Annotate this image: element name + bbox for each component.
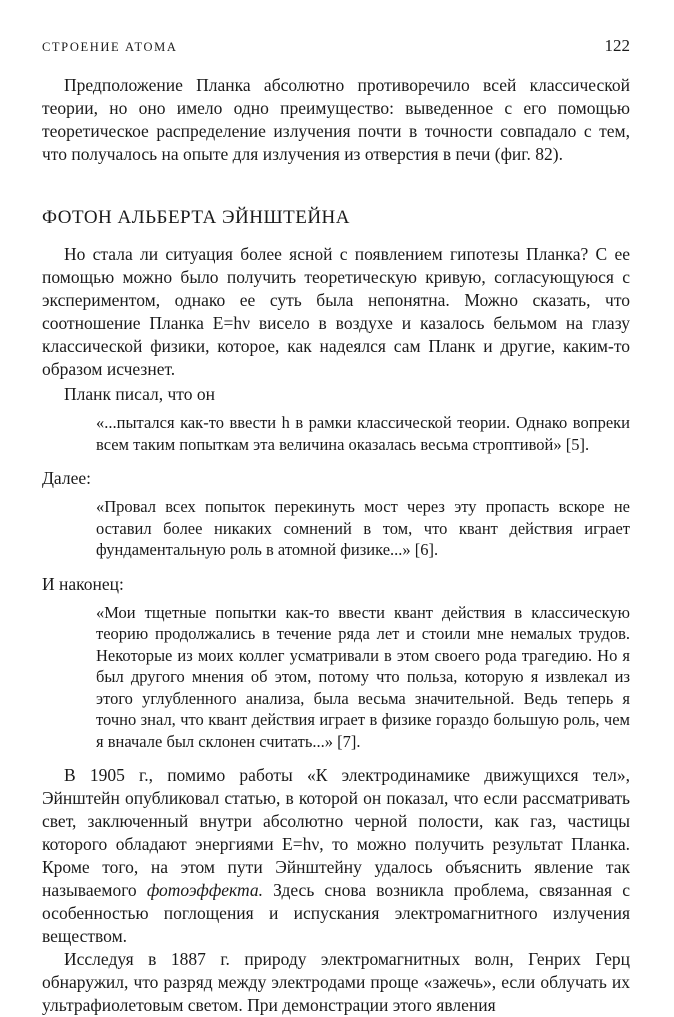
paragraph-einstein-1905 <box>42 764 630 948</box>
quote-2 <box>96 496 630 561</box>
label-finally: И наконец: <box>42 573 124 594</box>
paragraph-einstein-1905-b: Здесь снова возникла проблема, связанная с особенностью поглощения и испускания электромагнитного излучения веществом. <box>42 880 630 946</box>
quote-3 <box>96 602 630 753</box>
quote-1-text: «...пытался как-то ввести h в рамки классической теории. Однако вопреки всем таким попыткам эта величина оказалась весьма строптивой» [5]. <box>96 413 630 454</box>
paragraph-planck-assumption: Предположение Планка абсолютно противоречило всей классической теории, но оно имело одно преимущество: выведенное с его помощью теоретическое распределение излучения почти в точности совпадало с тем, что получалось на опыте для излучения из отверстия в печи (фиг. 82). <box>42 75 630 164</box>
running-head: СТРОЕНИЕ АТОМА <box>42 40 178 54</box>
section-title: ФОТОН АЛЬБЕРТА ЭЙНШТЕЙНА <box>42 207 351 228</box>
quote-3-text: «Мои тщетные попытки как-то ввести квант действия в классическую теорию продолжались в течение ряда лет и стоили мне немалых трудов. Некоторые из моих коллег усматривали в этом своего рода трагедию. Но я был другого мнения об этом, потому что польза, которую я извлекал из этого углубленного анализа, была весьма значительной. Ведь теперь я точно знал, что квант действия играет в физике гораздо большую роль, чем я вначале был склонен считать...» [7]. <box>96 602 630 751</box>
term-photoeffect: фотоэффекта. <box>146 880 263 900</box>
paragraph-einstein-1905-a: В 1905 г., помимо работы «К электродинамике движущихся тел», Эйнштейн опубликовал статью, в которой он показал, что если рассматривать свет, заключенный внутри абсолютно черной полости, как газ, частицы которого обладают энергиями E=hν, то можно получить результат Планка. Кроме того, на этом пути Эйнштейну удалось объяснить явление так называемого <box>42 765 630 900</box>
label-further: Далее: <box>42 468 91 488</box>
page-number: 122 <box>604 36 630 55</box>
page-header <box>42 36 630 60</box>
quote-2-text: «Провал всех попыток перекинуть мост через эту пропасть вскоре не оставил более никаких сомнений в том, что квант действия играет фундаментальную роль в атомной физике...» [6]. <box>96 497 630 559</box>
paragraph-hertz: Исследуя в 1887 г. природу электромагнитных волн, Генрих Герц обнаружил, что разряд между электродами проще «зажечь», если облучать их ультрафиолетовым светом. При демонстрации этого явления <box>42 949 630 1015</box>
page-body <box>42 74 630 1017</box>
paragraph-planck-wrote: Планк писал, что он <box>64 384 215 404</box>
paragraph-situation: Но стала ли ситуация более ясной с появлением гипотезы Планка? С ее помощью можно было получить теоретическую кривую, согласующуюся с экспериментом, однако ее суть была непонятна. Можно сказать, что соотношение Планка E=hν висело в воздухе и казалось бельмом на глазу классической физики, которое, как надеялся сам Планк и другие, каким-то образом исчезнет. <box>42 244 630 379</box>
quote-1 <box>96 412 630 455</box>
